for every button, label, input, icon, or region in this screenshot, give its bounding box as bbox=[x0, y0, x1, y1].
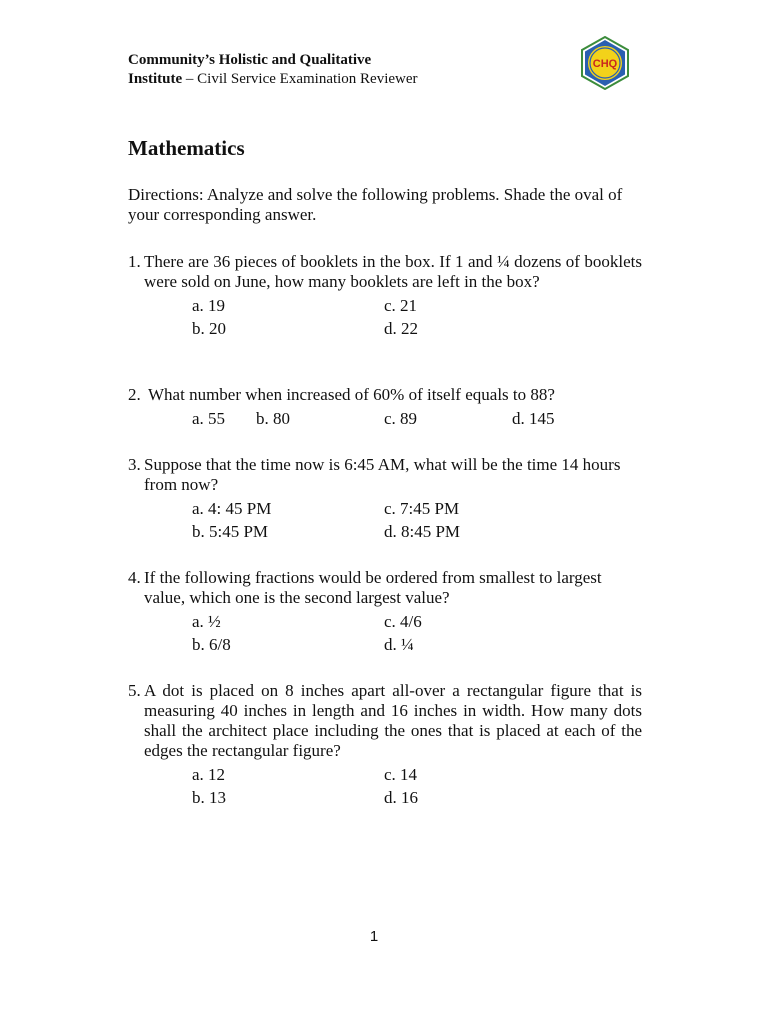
option-c[interactable]: c. 14 bbox=[384, 765, 418, 784]
page-number: 1 bbox=[369, 928, 379, 945]
page-title: Mathematics bbox=[128, 136, 245, 160]
question-1 bbox=[128, 252, 642, 340]
header-subtitle: – Civil Service Examination Reviewer bbox=[182, 71, 418, 87]
option-d[interactable]: d. 8:45 PM bbox=[384, 522, 461, 541]
option-a[interactable]: a. ½ bbox=[192, 612, 221, 631]
question-text: If the following fractions would be ordered from smallest to largest value, which one is the second largest value? bbox=[144, 568, 602, 607]
option-a[interactable]: a. 12 bbox=[192, 765, 226, 784]
question-2 bbox=[128, 385, 642, 430]
question-text: There are 36 pieces of booklets in the box. If 1 and ¼ dozens of booklets were sold on June, how many booklets are left in the box? bbox=[144, 252, 642, 291]
question-number: 3. bbox=[128, 455, 141, 474]
option-c[interactable]: c. 4/6 bbox=[384, 612, 422, 631]
option-b[interactable]: b. 6/8 bbox=[192, 635, 231, 654]
option-d[interactable]: d. 22 bbox=[384, 319, 418, 338]
option-a[interactable]: a. 55 bbox=[192, 409, 226, 428]
logo-text: CHQ bbox=[592, 58, 618, 70]
option-b[interactable]: b. 13 bbox=[192, 788, 226, 807]
option-a[interactable]: a. 19 bbox=[192, 296, 226, 315]
question-number: 1. bbox=[128, 252, 141, 271]
question-4 bbox=[128, 568, 642, 656]
document-header bbox=[128, 51, 418, 89]
option-c[interactable]: c. 21 bbox=[384, 296, 418, 315]
question-number: 5. bbox=[128, 681, 141, 700]
question-5 bbox=[128, 681, 642, 809]
header-line-1: Community’s Holistic and Qualitative bbox=[128, 52, 372, 68]
question-number: 4. bbox=[128, 568, 141, 587]
question-text: What number when increased of 60% of itself equals to 88? bbox=[148, 385, 555, 404]
question-text: A dot is placed on 8 inches apart all-over a rectangular figure that is measuring 40 inches in length and 16 inches in width. How many dots shall the architect place including the ones that is placed at each of the edges the rectangular figure? bbox=[144, 681, 642, 760]
option-a[interactable]: a. 4: 45 PM bbox=[192, 499, 272, 518]
header-institute: Institute bbox=[128, 71, 183, 87]
question-number: 2. bbox=[128, 385, 141, 404]
option-b[interactable]: b. 80 bbox=[256, 409, 290, 428]
chq-logo bbox=[578, 36, 632, 90]
option-c[interactable]: c. 7:45 PM bbox=[384, 499, 460, 518]
option-d[interactable]: d. 145 bbox=[512, 409, 555, 428]
directions-text: Directions: Analyze and solve the following problems. Shade the oval of your corresponding answer. bbox=[128, 185, 623, 224]
option-d[interactable]: d. ¼ bbox=[384, 635, 414, 654]
question-text: Suppose that the time now is 6:45 AM, what will be the time 14 hours from now? bbox=[144, 455, 621, 494]
option-b[interactable]: b. 5:45 PM bbox=[192, 522, 269, 541]
option-b[interactable]: b. 20 bbox=[192, 319, 226, 338]
question-3 bbox=[128, 455, 642, 543]
option-c[interactable]: c. 89 bbox=[384, 409, 418, 428]
header-line-2 bbox=[128, 70, 418, 89]
option-d[interactable]: d. 16 bbox=[384, 788, 418, 807]
